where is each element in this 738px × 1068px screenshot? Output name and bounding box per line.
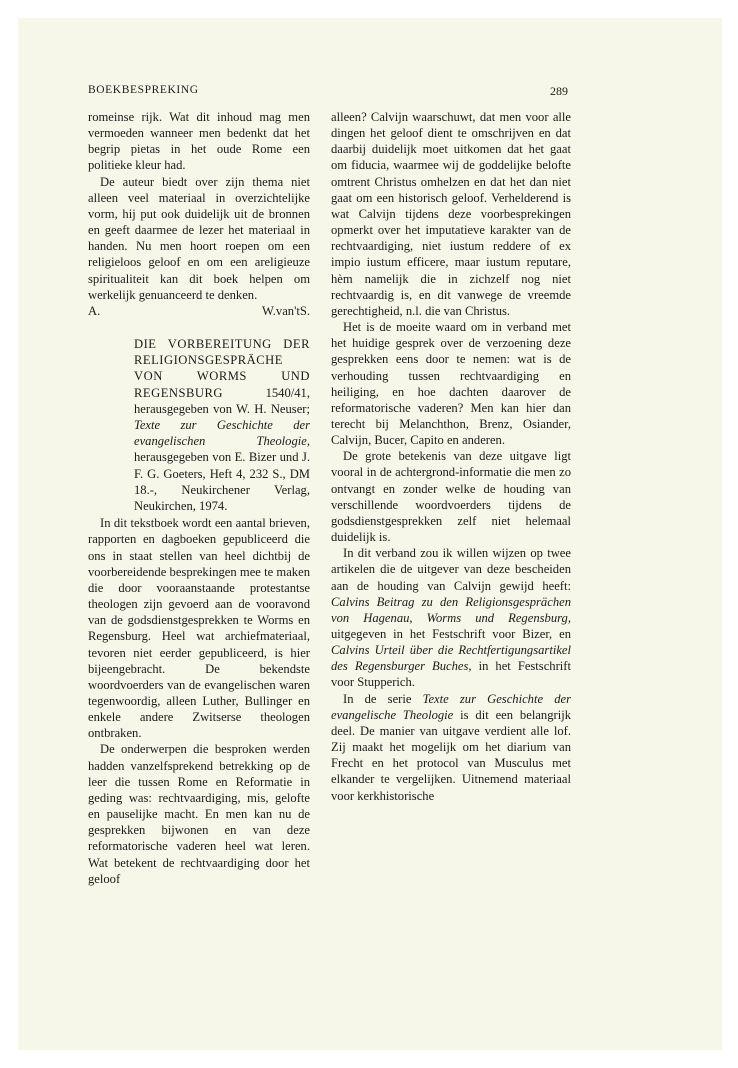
paragraph-text: In dit verband zou ik willen wijzen op twee artikelen die de uitgever van deze bescheiden aan de houding van Calvijn gewijd heeft: (331, 546, 571, 593)
paragraph: Het is de moeite waard om in verband met het huidige gesprek over de verzoening deze gesprekken eens door te nemen: wat is de verhouding tussen rechtvaardiging en heiliging, en hoe dachten daarover de reformatorische vaderen? Men kan hier dan terecht bij Melanchthon, Brenz, Osiander, Calvijn, Bucer, Capito en anderen. (331, 320, 571, 448)
paragraph-text: is dit een belangrijk deel. De manier van uitgave verdient alle lof. Zij maakt het mogelijk om het diarium van Frecht en het protocol van Musculus met elkander te vergelijken. Uitnemend materiaal voor kerkhistorische (331, 707, 571, 803)
paragraph: De grote betekenis van deze uitgave ligt vooral in de achtergrond-informatie die men zo ontvangt en zonder welke de houding van verschillende woordvoerders tijdens de godsdienstgesprekken zelf niet helemaal duidelijk is. (331, 449, 571, 545)
review-book-title: DIE VORBEREITUNG DER RELIGIONSGESPRÄCHE VON WORMS UND REGENSBURG (134, 337, 310, 400)
article-title: Calvins Beitrag zu den Religionsgesprächen von Hagenau, Worms und Regensburg, (331, 594, 571, 625)
series-title: Texte zur Geschichte der evangelische Theologie (331, 691, 571, 722)
signature-author: W.van'tS. (262, 303, 310, 318)
paragraph: In dit tekstboek wordt een aantal brieven, rapporten en dagboeken gepubliceerd die ons in staat stellen van heel dichtbij de voorbereidende besprekingen mee te maken die door vooraanstaande protestantse theologen zijn gevoerd aan de vooravond van de godsdienstgesprekken te Worms en Regensburg. Heel wat archiefmateriaal, tevoren niet eerder gepubliceerd, is hier bijeengebracht. De bekendste woordvoerders van de evangelischen waren tegenwoordig, alleen Luther, Bullinger en enkele andere Zwitserse theologen ontbraken. (88, 516, 310, 741)
paragraph: alleen? Calvijn waarschuwt, dat men voor alle dingen het geloof dient te omschrijven en dat daarbij duidelijk moet uitkomen dat het gaat om fiducia, waarmee wij de goddelijke belofte omtrent Christus omhelzen en dat het dan niet gaat om een historisch geloof. Verhelderend is wat Calvijn tijdens deze voorbesprekingen opmerkt over het imputatieve karakter van de rechtvaardiging, niet iustum reddere of ex impio iustum efficere, maar iustum reputare, hèm namelijk die in zichzelf nog niet rechtvaardig is, en dit vanwege de vreemde gerechtigheid, n.l. die van Christus. (331, 110, 571, 318)
right-column (331, 109, 571, 804)
intro-paragraph: romeinse rijk. Wat dit inhoud mag men vermoeden wanneer men bedenkt dat het begrip pietas in het oude Rome een politieke kleur had. (88, 110, 310, 173)
page-number: 289 (550, 84, 568, 98)
paragraph-text: In de serie (343, 691, 412, 706)
review-details: 1540/41, herausgegeben von W. H. Neuser; (134, 385, 310, 416)
review-publication: herausgegeben von E. Bizer und J. F. G. Goeters, Heft 4, 232 S., DM 18.-, Neukirchener Verlag, Neukirchen, 1974. (134, 450, 310, 514)
review-series: Texte zur Geschichte der evangelischen Theologie, (134, 418, 310, 449)
signature-initial: A. (88, 303, 101, 318)
running-title: BOEKBESPREKING (88, 84, 199, 96)
paragraph (331, 545, 571, 690)
paragraph-text: in het Festschrift voor Stupperich. (331, 659, 571, 690)
paragraph (331, 691, 571, 804)
left-column (88, 109, 310, 887)
review-signature (88, 303, 310, 319)
paragraph-text: uitgegeven in het Festschrift voor Bizer, en (331, 627, 571, 641)
paragraph: De auteur biedt over zijn thema niet alleen veel materiaal in overzichtelijke vorm, hij put ook duidelijk uit de bronnen en geeft daarmee de lezer het materiaal in handen. Nu men hoort roepen om een religieloos geloof en om een areligieuze spiritualiteit kan dit boek helpen om werkelijk genuanceerd te denken. (88, 174, 310, 302)
review-heading (88, 336, 310, 514)
article-title: Calvins Urteil über die Rechtfertigungsartikel des Regensburger Buches, (331, 643, 571, 674)
paragraph: De onderwerpen die besproken werden hadden vanzelfsprekend betrekking op de leer die tussen Rome en Reformatie in geding was: rechtvaardiging, mis, gelofte en pauselijke macht. En men kan nu de gesprekken bijwonen en van deze reformatorische vaderen heel wat leren. Wat betekent de rechtvaardiging door het geloof (88, 742, 310, 886)
